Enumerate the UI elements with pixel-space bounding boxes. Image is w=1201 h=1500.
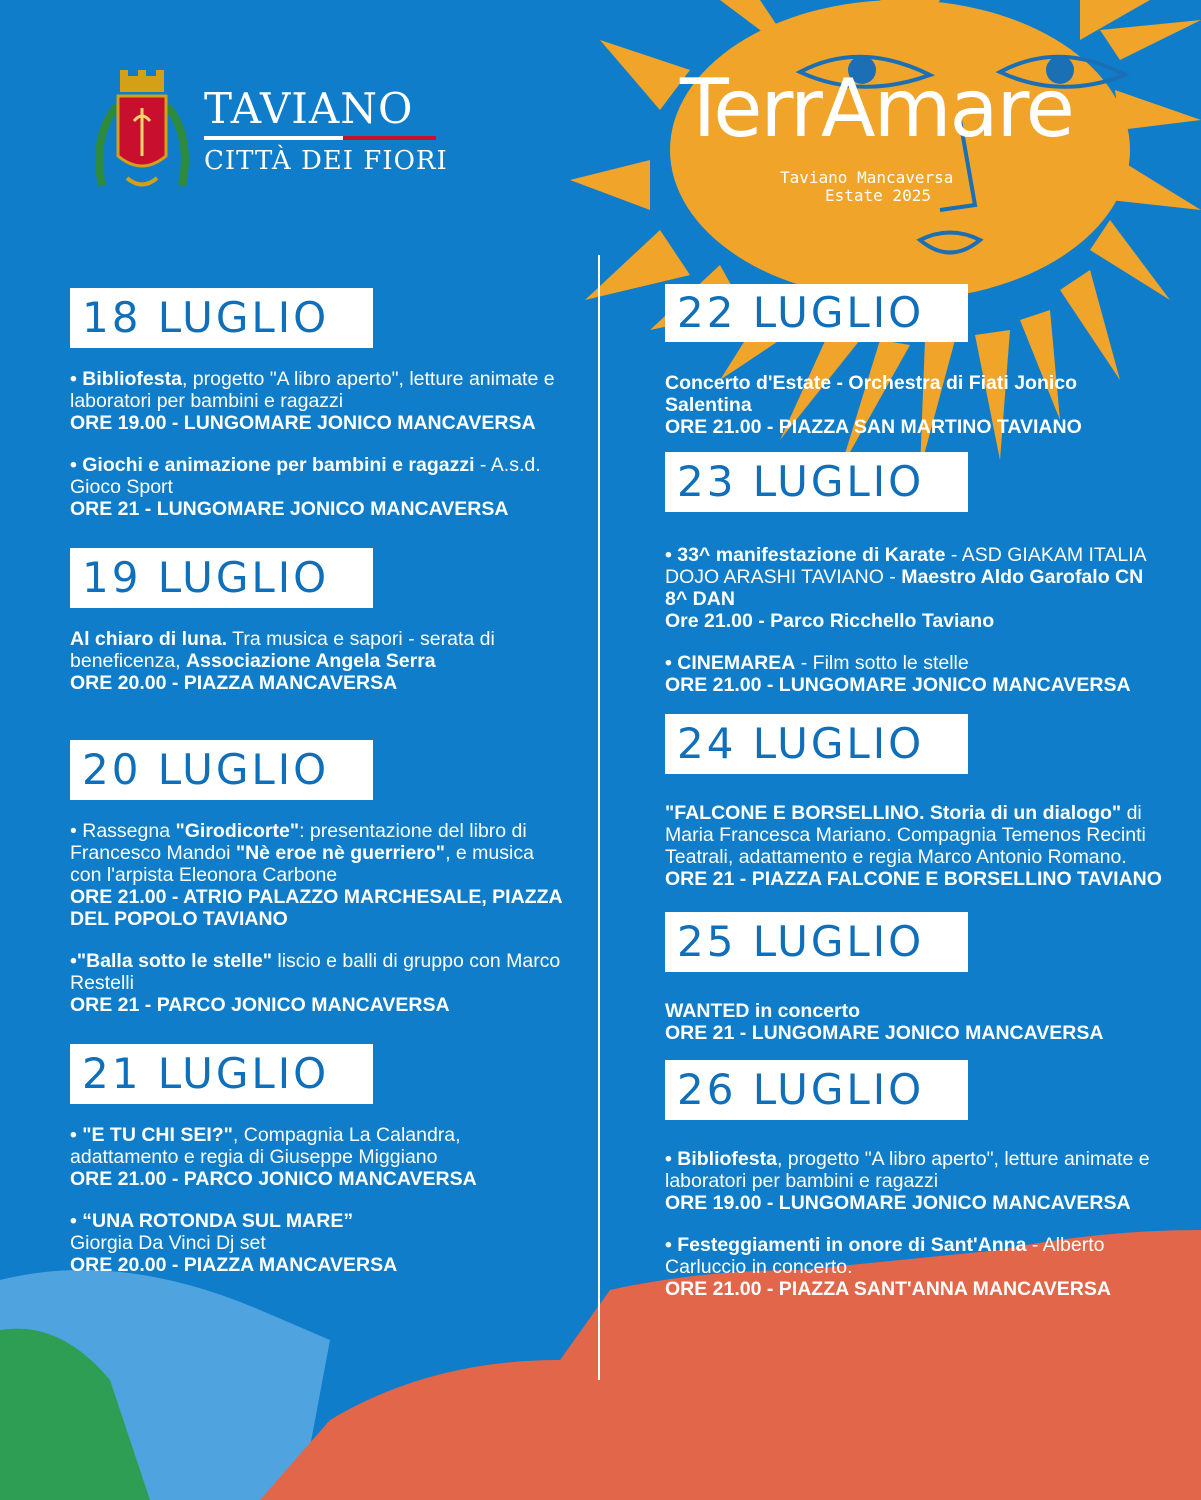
event-time-place: ORE 21 - PARCO JONICO MANCAVERSA <box>70 994 450 1016</box>
event-title: • Bibliofesta <box>665 1148 777 1170</box>
book-title: "Nè eroe nè guerriero" <box>235 842 446 864</box>
event-item <box>70 628 570 694</box>
event-time-place: ORE 21.00 - PIAZZA SANT'ANNA MANCAVERSA <box>665 1278 1111 1300</box>
event-item <box>70 368 570 434</box>
event-description: - ASD GIAKAM ITALIA DOJO ARASHI TAVIANO - <box>665 544 1146 588</box>
brand-title: TerrAmare <box>680 62 1073 155</box>
event-time-place: ORE 21.00 - ATRIO PALAZZO MARCHESALE, PIAZZA DEL POPOLO TAVIANO <box>70 886 562 930</box>
schedule-right-column <box>665 284 1165 1320</box>
date-badge <box>665 1060 968 1120</box>
event-title: • Festeggiamenti in onore di Sant'Anna <box>665 1234 1027 1256</box>
event-title: • Giochi e animazione per bambini e ragazzi <box>70 454 475 476</box>
day-23-luglio <box>665 452 1165 696</box>
event-item <box>70 950 570 1016</box>
event-title: • CINEMAREA <box>665 652 796 674</box>
event-description: - A.s.d. Gioco Sport <box>70 454 541 498</box>
date-label: 26 LUGLIO <box>677 1065 925 1114</box>
event-time-place: ORE 21.00 - LUNGOMARE JONICO MANCAVERSA <box>665 674 1131 696</box>
day-21-luglio <box>70 1044 570 1276</box>
event-item <box>665 1148 1165 1214</box>
event-description-extra: , e musica con l'arpista Eleonora Carbone <box>70 842 534 886</box>
date-label: 22 LUGLIO <box>677 288 925 337</box>
city-name: TAVIANO <box>204 84 414 133</box>
date-label: 21 LUGLIO <box>82 1049 330 1098</box>
city-crest-icon <box>92 66 192 196</box>
event-title: •"Balla sotto le stelle" <box>70 950 272 972</box>
event-time-place: ORE 21 - LUNGOMARE JONICO MANCAVERSA <box>665 1022 1104 1044</box>
date-badge <box>665 912 968 972</box>
event-time-place: ORE 21.00 - PIAZZA SAN MARTINO TAVIANO <box>665 416 1082 438</box>
taviano-logo <box>92 66 452 196</box>
schedule-left-column <box>70 288 570 1296</box>
event-title: • Bibliofesta <box>70 368 182 390</box>
date-badge <box>665 714 968 774</box>
event-time-place: ORE 21 - PIAZZA FALCONE E BORSELLINO TAVIANO <box>665 868 1162 890</box>
day-20-luglio <box>70 740 570 1016</box>
event-item <box>70 820 570 930</box>
brand-subtitle-season: Estate 2025 <box>825 186 931 205</box>
event-item <box>665 802 1165 890</box>
event-organizer: Maestro Aldo Garofalo CN 8^ DAN <box>665 566 1144 610</box>
event-time-place: ORE 21.00 - PARCO JONICO MANCAVERSA <box>70 1168 477 1190</box>
event-description: liscio e balli di gruppo con Marco Restelli <box>70 950 561 994</box>
event-prefix: • Rassegna <box>70 820 176 842</box>
day-26-luglio <box>665 1060 1165 1300</box>
event-description: Giorgia Da Vinci Dj set <box>70 1232 266 1254</box>
terramare-brand <box>680 62 1110 212</box>
date-badge <box>665 284 968 342</box>
event-title: "Girodicorte" <box>175 820 300 842</box>
date-badge <box>70 288 373 348</box>
event-item <box>665 372 1165 438</box>
event-title: Al chiaro di luna. <box>70 628 228 650</box>
event-title: • 33^ manifestazione di Karate <box>665 544 946 566</box>
date-badge <box>70 1044 373 1104</box>
event-description: - Alberto Carluccio in concerto. <box>665 1234 1105 1278</box>
event-description: , Compagnia La Calandra, adattamento e regia di Giuseppe Miggiano <box>70 1124 461 1168</box>
day-18-luglio <box>70 288 570 520</box>
brand-subtitle-location: Taviano Mancaversa <box>780 168 954 187</box>
date-label: 23 LUGLIO <box>677 457 925 506</box>
date-label: 20 LUGLIO <box>82 745 330 794</box>
flag-underline <box>204 136 436 140</box>
event-description: Tra musica e sapori - serata di beneficenza, <box>70 628 495 672</box>
event-time-place: ORE 20.00 - PIAZZA MANCAVERSA <box>70 672 398 694</box>
date-label: 24 LUGLIO <box>677 719 925 768</box>
date-badge <box>70 740 373 800</box>
day-22-luglio <box>665 284 1165 438</box>
date-badge <box>665 452 968 512</box>
event-description: , progetto "A libro aperto", letture animate e laboratori per bambini e ragazzi <box>70 368 555 412</box>
event-item <box>70 454 570 520</box>
event-title: Concerto d'Estate - Orchestra di Fiati Jonico Salentina <box>665 372 1078 416</box>
event-item <box>665 544 1165 632</box>
event-item <box>665 652 1165 696</box>
event-time-place: ORE 20.00 - PIAZZA MANCAVERSA <box>70 1254 398 1276</box>
event-time-place: ORE 19.00 - LUNGOMARE JONICO MANCAVERSA <box>70 412 536 434</box>
event-description: - Film sotto le stelle <box>795 652 969 674</box>
event-item <box>665 1000 1165 1044</box>
event-time-place: ORE 21 - LUNGOMARE JONICO MANCAVERSA <box>70 498 509 520</box>
event-organizer: Associazione Angela Serra <box>186 650 436 672</box>
column-divider <box>598 255 600 1380</box>
event-description: di Maria Francesca Mariano. Compagnia Temenos Recinti Teatrali, adattamento e regia Marco Antonio Romano. <box>665 802 1146 868</box>
event-title: • "E TU CHI SEI?" <box>70 1124 233 1146</box>
event-title: WANTED in concerto <box>665 1000 861 1022</box>
event-title: "FALCONE E BORSELLINO. Storia di un dialogo" <box>665 802 1122 824</box>
event-item <box>70 1210 570 1276</box>
event-title: • “UNA ROTONDA SUL MARE” <box>70 1210 354 1232</box>
event-description: , progetto "A libro aperto", letture animate e laboratori per bambini e ragazzi <box>665 1148 1150 1192</box>
city-subtitle: CITTÀ DEI FIORI <box>204 146 448 176</box>
day-25-luglio <box>665 912 1165 1044</box>
event-item <box>665 1234 1165 1300</box>
event-time-place: ORE 19.00 - LUNGOMARE JONICO MANCAVERSA <box>665 1192 1131 1214</box>
event-item <box>70 1124 570 1190</box>
date-label: 25 LUGLIO <box>677 917 925 966</box>
event-time-place: Ore 21.00 - Parco Ricchello Taviano <box>665 610 995 632</box>
event-description: : presentazione del libro di Francesco Mandoi <box>70 820 527 864</box>
date-label: 19 LUGLIO <box>82 553 330 602</box>
date-badge <box>70 548 373 608</box>
day-24-luglio <box>665 714 1165 890</box>
day-19-luglio <box>70 548 570 694</box>
date-label: 18 LUGLIO <box>82 293 330 342</box>
